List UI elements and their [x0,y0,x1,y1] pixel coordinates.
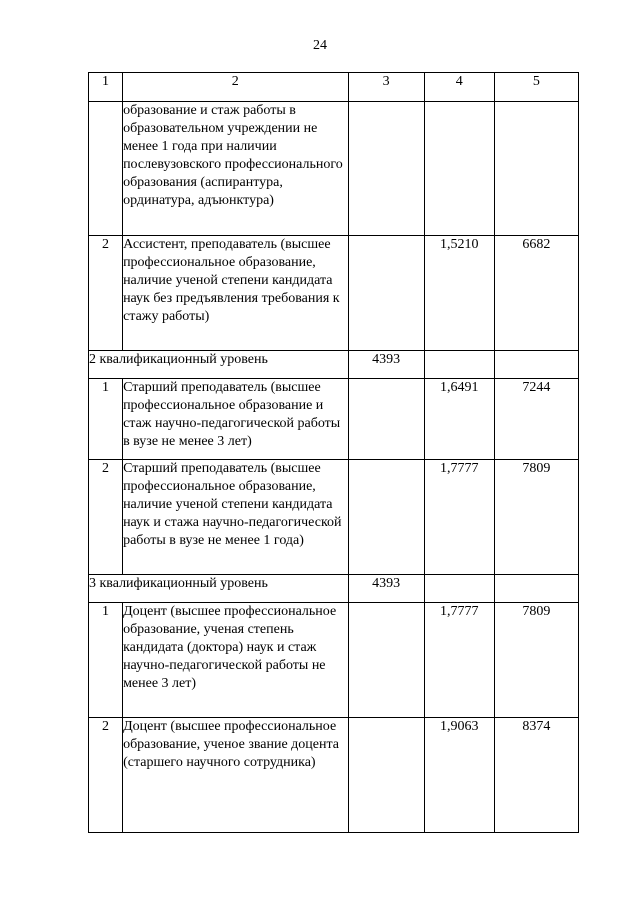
coefficient-cell: 1,9063 [424,718,494,833]
empty-cell [494,575,578,603]
coefficient-cell: 1,5210 [424,236,494,351]
salary-cell: 8374 [494,718,578,833]
qualification-level-label: 3 квалификационный уровень [89,575,349,603]
base-salary-cell: 4393 [348,351,424,379]
table-row [89,460,579,575]
base-salary-cell [348,379,424,460]
coefficient-cell: 1,7777 [424,460,494,575]
table-row [89,102,579,236]
table-row [89,236,579,351]
position-description: образование и стаж работы в образовательном учреждении не менее 1 года при наличии послевузовского профессионального образования (аспирантура, ординатура, адъюнктура) [123,102,348,236]
coefficient-cell: 1,6491 [424,379,494,460]
base-salary-cell [348,718,424,833]
base-salary-cell [348,460,424,575]
base-salary-cell [348,603,424,718]
empty-cell [494,351,578,379]
position-description: Старший преподаватель (высшее профессиональное образование, наличие ученой степени кандидата наук и стажа научно-педагогической работы в вузе не менее 1 года) [123,460,348,575]
qualification-table [88,72,579,833]
column-header-4: 4 [424,73,494,102]
page-number: 24 [313,38,327,53]
empty-cell [424,575,494,603]
row-number: 2 [89,236,123,351]
qualification-level-label: 2 квалификационный уровень [89,351,349,379]
coefficient-cell: 1,7777 [424,603,494,718]
row-number: 1 [89,603,123,718]
position-description: Доцент (высшее профессиональное образование, ученая степень кандидата (доктора) наук и стаж научно-педагогической работы не менее 3 лет) [123,603,348,718]
column-header-2: 2 [123,73,348,102]
base-salary-cell: 4393 [348,575,424,603]
base-salary-cell [348,236,424,351]
position-description: Доцент (высшее профессиональное образование, ученое звание доцента (старшего научного сотрудника) [123,718,348,833]
column-header-1: 1 [89,73,123,102]
row-number: 2 [89,718,123,833]
table-row [89,718,579,833]
qualification-level-row [89,575,579,603]
column-header-3: 3 [348,73,424,102]
salary-cell: 7244 [494,379,578,460]
table-header-row [89,73,579,102]
salary-cell: 6682 [494,236,578,351]
salary-cell: 7809 [494,603,578,718]
column-header-5: 5 [494,73,578,102]
salary-cell: 7809 [494,460,578,575]
table-row [89,603,579,718]
row-number: 2 [89,460,123,575]
position-description: Ассистент, преподаватель (высшее профессиональное образование, наличие ученой степени кандидата наук без предъявления требования к стажу работы) [123,236,348,351]
coefficient-cell [424,102,494,236]
salary-cell [494,102,578,236]
row-number [89,102,123,236]
qualification-level-row [89,351,579,379]
base-salary-cell [348,102,424,236]
empty-cell [424,351,494,379]
row-number: 1 [89,379,123,460]
table-row [89,379,579,460]
position-description: Старший преподаватель (высшее профессиональное образование и стаж научно-педагогической работы в вузе не менее 3 лет) [123,379,348,460]
